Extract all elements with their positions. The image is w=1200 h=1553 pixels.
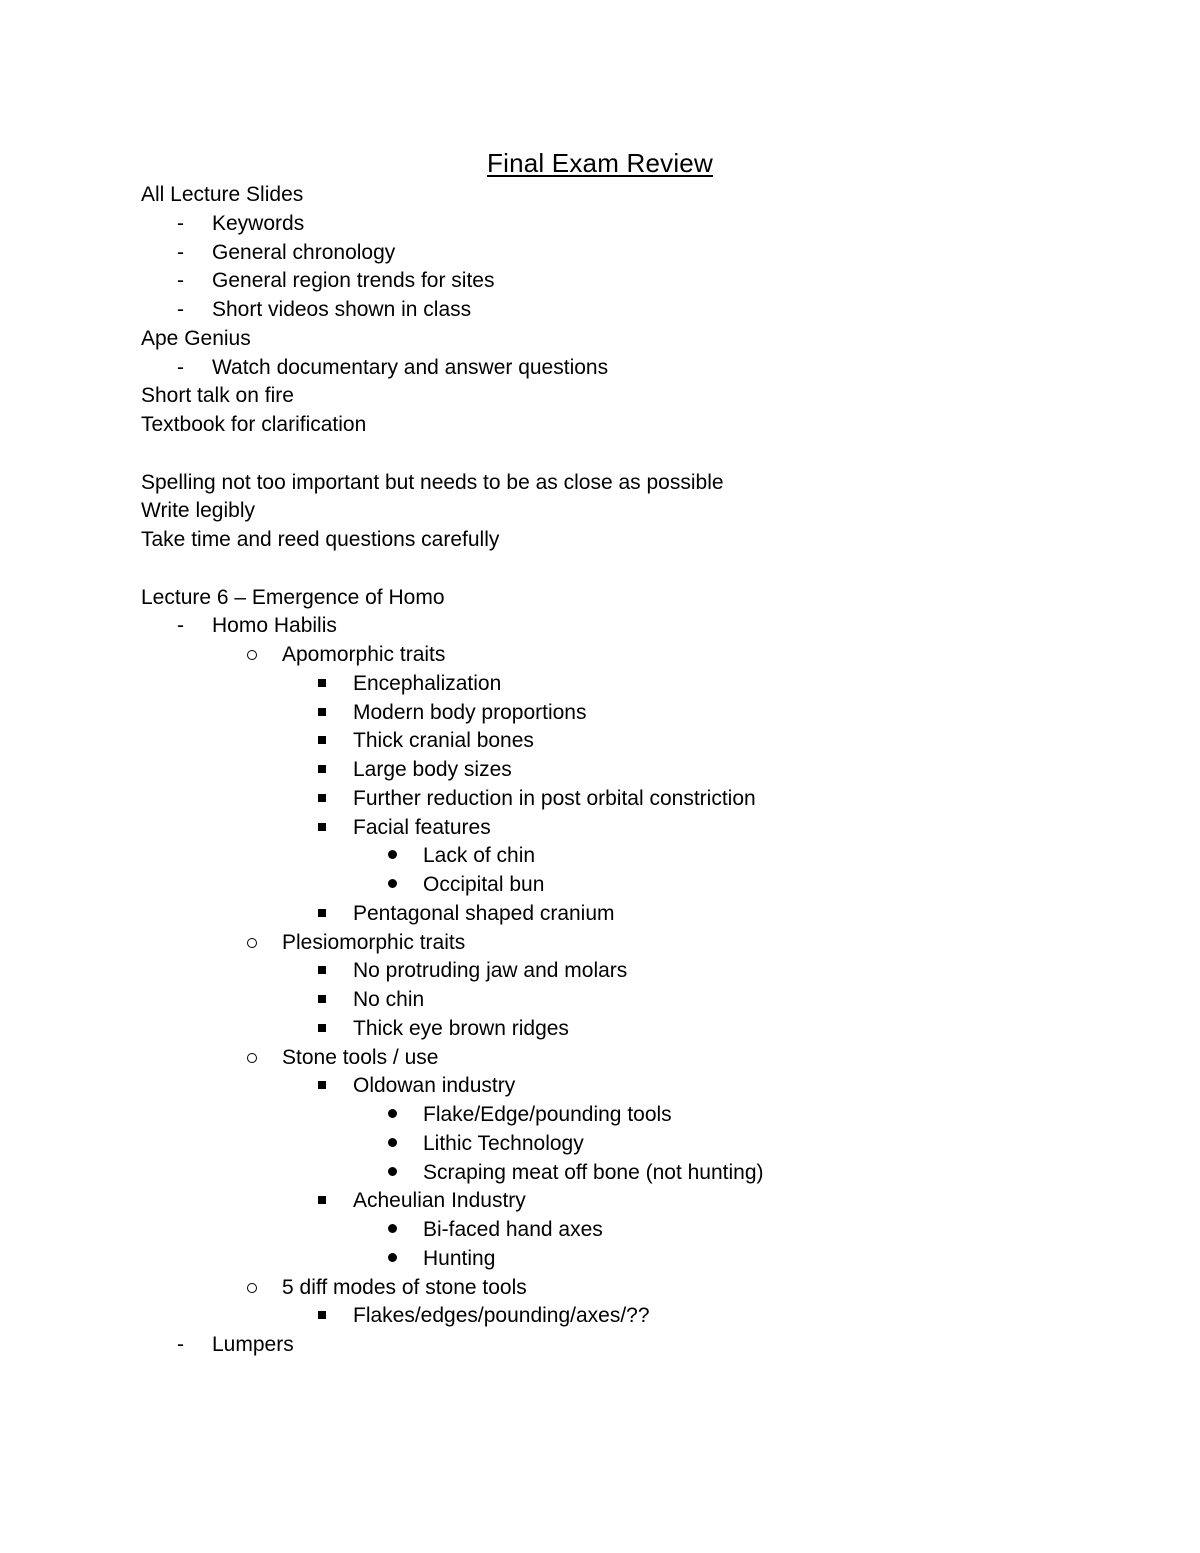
outline-line [0, 956, 1100, 985]
outline-line [0, 583, 1100, 612]
outline-line-text: Occipital bun [423, 873, 545, 896]
outline-line [0, 640, 1100, 669]
outline-line-text: Ape Genius [141, 326, 251, 350]
dash-bullet [177, 266, 217, 295]
disc-bullet-icon [388, 1129, 428, 1158]
outline-line [0, 180, 1100, 209]
outline-line-text: Scraping meat off bone (not hunting) [423, 1160, 764, 1184]
outline-line [0, 1244, 1100, 1273]
square-bullet-icon [318, 755, 358, 784]
square-bullet-icon [318, 784, 358, 813]
outline-line-text: Flakes/edges/pounding/axes/?? [353, 1304, 650, 1328]
disc-bullet-icon [388, 841, 428, 870]
square-bullet-icon [318, 1014, 358, 1043]
dash-bullet [177, 1330, 217, 1359]
circle-bullet-icon [247, 1043, 287, 1072]
outline-line-text: Encephalization [353, 671, 502, 695]
outline-line-text: Lumpers [212, 1333, 294, 1356]
outline-line [0, 1158, 1100, 1187]
outline-line-text: Thick eye brown ridges [353, 1016, 569, 1040]
outline-line-text: Acheulian Industry [353, 1189, 526, 1213]
outline-line-text: Homo Habilis [212, 614, 337, 638]
dash-bullet [177, 353, 217, 382]
outline-line-text: Lecture 6 – Emergence of Homo [141, 585, 445, 609]
outline-line [0, 1043, 1100, 1072]
outline-line-text: Bi-faced hand axes [423, 1218, 603, 1241]
outline-line-text: No protruding jaw and molars [353, 959, 628, 983]
outline-line-text: General chronology [212, 240, 396, 264]
outline-line [0, 1186, 1100, 1215]
outline-line [0, 985, 1100, 1014]
outline-line-text: Modern body proportions [353, 700, 587, 724]
outline-line [0, 928, 1100, 957]
outline-line [0, 295, 1100, 324]
outline-line [0, 381, 1100, 410]
outline-line-text: 5 diff modes of stone tools [282, 1275, 527, 1299]
outline-line [0, 870, 1100, 899]
square-bullet-icon [318, 1186, 358, 1215]
outline-line-text: Facial features [353, 815, 491, 839]
outline-line [0, 238, 1100, 267]
outline-line-text: Textbook for clarification [141, 413, 367, 436]
square-bullet-icon [318, 1301, 358, 1330]
outline-line [0, 726, 1100, 755]
outline-line [0, 1129, 1100, 1158]
outline-line [0, 813, 1100, 842]
outline-line-text: Spelling not too important but needs to be as close as possible [141, 470, 724, 494]
outline-line-text: Apomorphic traits [282, 643, 446, 666]
outline-line [0, 1014, 1100, 1043]
blank-line [0, 439, 1100, 468]
disc-bullet-icon [388, 1158, 428, 1187]
dash-bullet [177, 238, 217, 267]
outline-line-text: Short videos shown in class [212, 298, 472, 321]
outline-line [0, 353, 1100, 382]
outline-line [0, 784, 1100, 813]
outline-line-text: Write legibly [141, 499, 255, 523]
circle-bullet-icon [247, 640, 287, 669]
outline-line-text: Pentagonal shaped cranium [353, 901, 615, 925]
circle-bullet-icon [247, 928, 287, 957]
outline-line-text: Lack of chin [423, 844, 536, 868]
outline-line-text: Take time and reed questions carefully [141, 528, 500, 551]
outline-line-text: Plesiomorphic traits [282, 930, 466, 954]
square-bullet-icon [318, 956, 358, 985]
outline-line [0, 669, 1100, 698]
outline-line [0, 496, 1100, 525]
outline-line [0, 841, 1100, 870]
dash-bullet [177, 295, 217, 324]
square-bullet-icon [318, 698, 358, 727]
outline-line-text: Further reduction in post orbital constriction [353, 786, 756, 810]
outline-line-text: Oldowan industry [353, 1074, 516, 1098]
disc-bullet-icon [388, 1100, 428, 1129]
outline-line [0, 1330, 1100, 1359]
outline-line-text: Watch documentary and answer questions [212, 355, 609, 379]
disc-bullet-icon [388, 1244, 428, 1273]
outline-line-text: No chin [353, 988, 425, 1011]
outline-line [0, 468, 1100, 497]
dash-bullet [177, 209, 217, 238]
outline-line [0, 1071, 1100, 1100]
outline-line-text: All Lecture Slides [141, 183, 304, 206]
outline-line [0, 1100, 1100, 1129]
outline-line [0, 698, 1100, 727]
outline-line-text: General region trends for sites [212, 269, 495, 293]
outline-line [0, 525, 1100, 554]
square-bullet-icon [318, 669, 358, 698]
outline-line-text: Keywords [212, 211, 305, 235]
outline-line-text: Flake/Edge/pounding tools [423, 1103, 672, 1126]
outline-line [0, 755, 1100, 784]
disc-bullet-icon [388, 1215, 428, 1244]
outline-line-text: Stone tools / use [282, 1045, 439, 1069]
outline-line [0, 209, 1100, 238]
outline-line-text: Short talk on fire [141, 384, 294, 408]
circle-bullet-icon [247, 1273, 287, 1302]
outline-line [0, 1215, 1100, 1244]
outline-line-text: Thick cranial bones [353, 729, 534, 753]
outline-line [0, 1301, 1100, 1330]
square-bullet-icon [318, 899, 358, 928]
disc-bullet-icon [388, 870, 428, 899]
square-bullet-icon [318, 813, 358, 842]
square-bullet-icon [318, 985, 358, 1014]
outline-line [0, 266, 1100, 295]
outline-line-text: Large body sizes [353, 758, 512, 781]
outline-line [0, 899, 1100, 928]
document-title: Final Exam Review [487, 148, 713, 178]
outline-line-text: Lithic Technology [423, 1131, 584, 1155]
outline-line-text: Hunting [423, 1246, 496, 1270]
outline-line [0, 410, 1100, 439]
blank-line [0, 554, 1100, 583]
outline-line [0, 611, 1100, 640]
square-bullet-icon [318, 1071, 358, 1100]
dash-bullet [177, 611, 217, 640]
square-bullet-icon [318, 726, 358, 755]
outline-line [0, 324, 1100, 353]
outline-line [0, 1273, 1100, 1302]
